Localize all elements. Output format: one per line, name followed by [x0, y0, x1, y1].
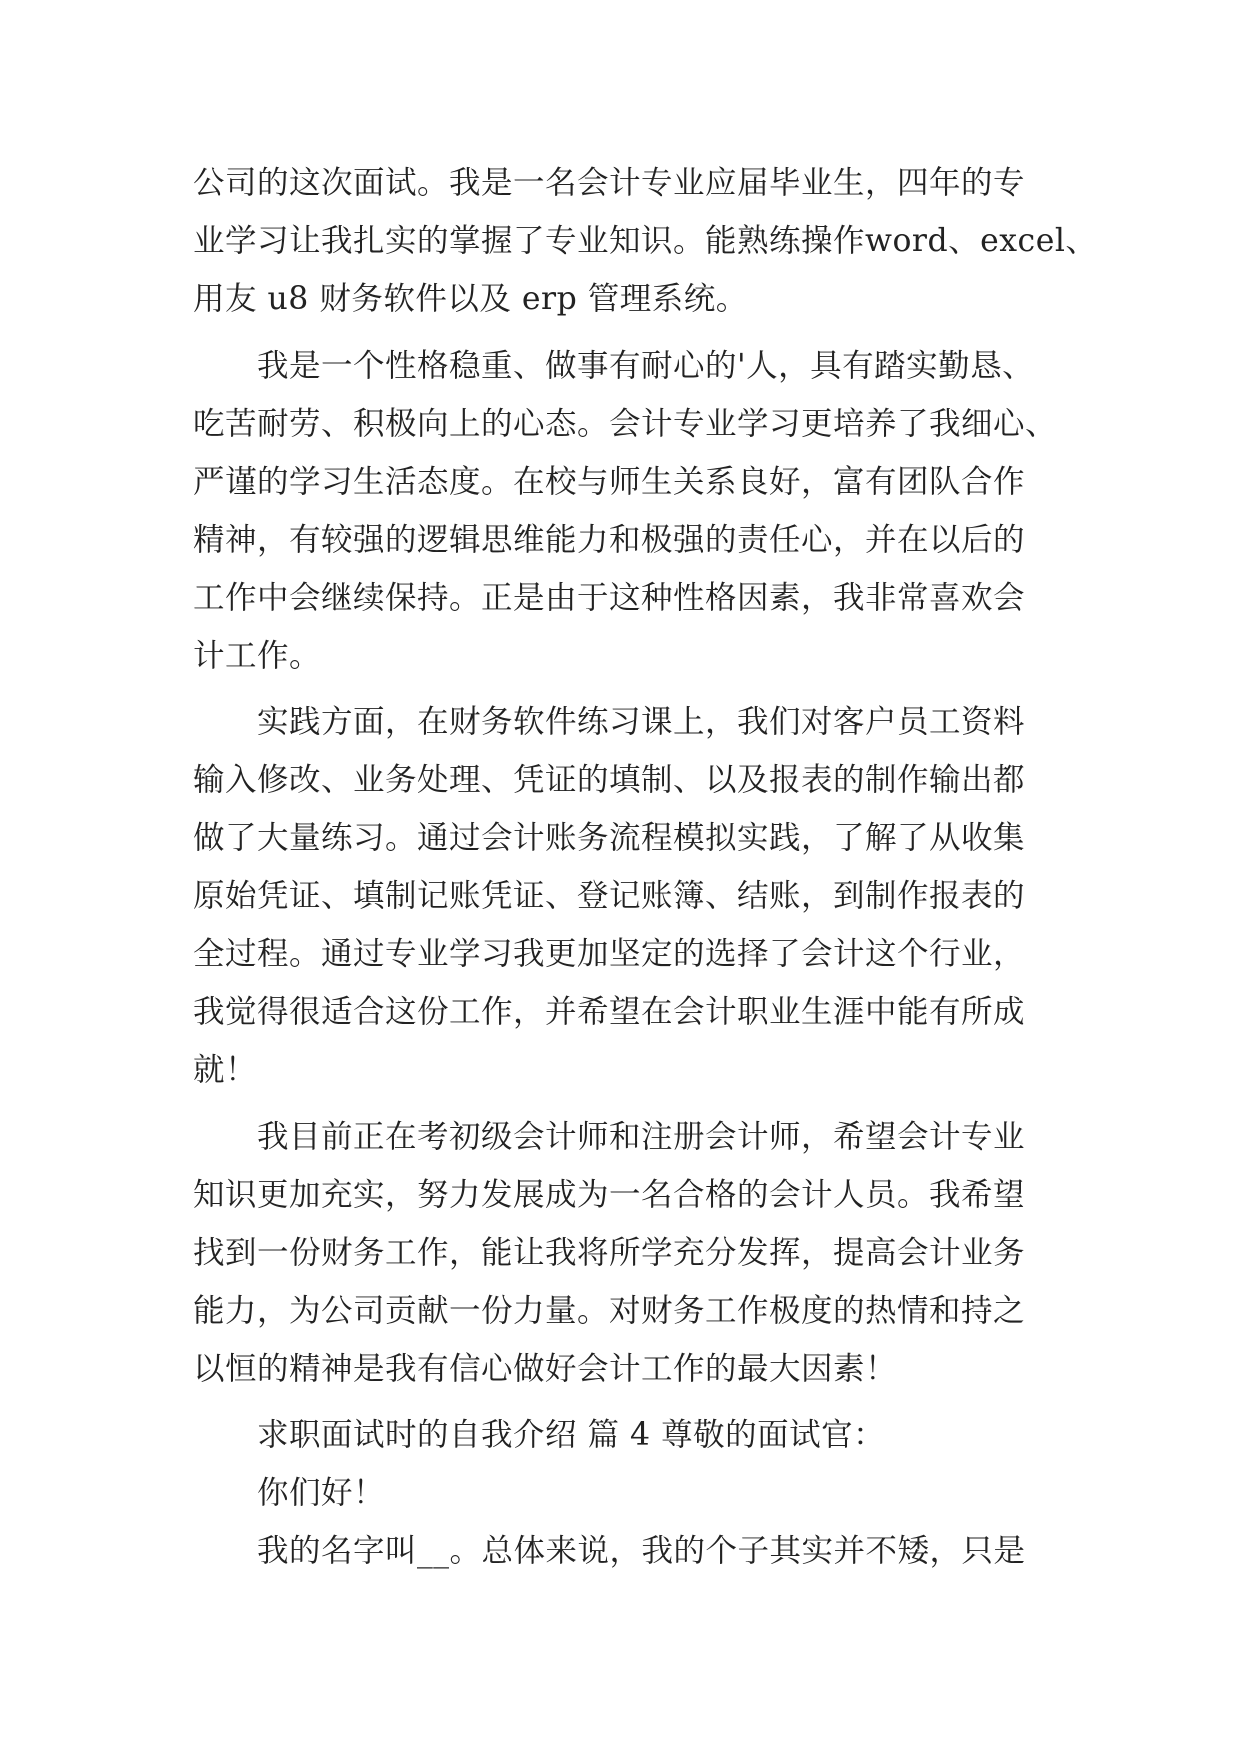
text-line: 原始凭证、填制记账凭证、登记账簿、结账，到制作报表的	[193, 878, 1026, 914]
text-line: 计工作。	[193, 638, 322, 674]
text-line: 公司的这次面试。我是一名会计专业应届毕业生，四年的专	[193, 165, 1026, 201]
paragraph-first-line: 我目前正在考初级会计师和注册会计师，希望会计专业	[257, 1119, 1026, 1155]
text-line: 找到一份财务工作，能让我将所学充分发挥，提高会计业务	[193, 1235, 1026, 1271]
paragraph-first-line: 我的名字叫__。总体来说，我的个子其实并不矮，只是	[257, 1533, 1026, 1569]
text-line: 用友 u8 财务软件以及 erp 管理系统。	[193, 281, 748, 317]
text-line: 工作中会继续保持。正是由于这种性格因素，我非常喜欢会	[193, 580, 1026, 616]
text-line: 能力，为公司贡献一份力量。对财务工作极度的热情和持之	[193, 1293, 1026, 1329]
text-line: 以恒的精神是我有信心做好会计工作的最大因素！	[193, 1351, 898, 1387]
paragraph-first-line: 实践方面，在财务软件练习课上，我们对客户员工资料	[257, 704, 1026, 740]
text-line: 精神，有较强的逻辑思维能力和极强的责任心，并在以后的	[193, 522, 1026, 558]
text-line: 全过程。通过专业学习我更加坚定的选择了会计这个行业，	[193, 936, 1026, 972]
text-line: 输入修改、业务处理、凭证的填制、以及报表的制作输出都	[193, 762, 1026, 798]
text-line: 严谨的学习生活态度。在校与师生关系良好，富有团队合作	[193, 464, 1026, 500]
text-line: 我觉得很适合这份工作，并希望在会计职业生涯中能有所成	[193, 994, 1026, 1030]
text-line: 做了大量练习。通过会计账务流程模拟实践，了解了从收集	[193, 820, 1026, 856]
section-heading: 求职面试时的自我介绍 篇 4 尊敬的面试官：	[257, 1417, 886, 1453]
greeting: 你们好！	[257, 1475, 386, 1511]
paragraph-first-line: 我是一个性格稳重、做事有耐心的'人，具有踏实勤恳、	[257, 348, 1035, 384]
text-line: 吃苦耐劳、积极向上的心态。会计专业学习更培养了我细心、	[193, 406, 1058, 442]
text-line: 业学习让我扎实的掌握了专业知识。能熟练操作word、excel、	[193, 223, 1098, 259]
text-line: 就！	[193, 1052, 258, 1088]
text-line: 知识更加充实，努力发展成为一名合格的会计人员。我希望	[193, 1177, 1026, 1213]
